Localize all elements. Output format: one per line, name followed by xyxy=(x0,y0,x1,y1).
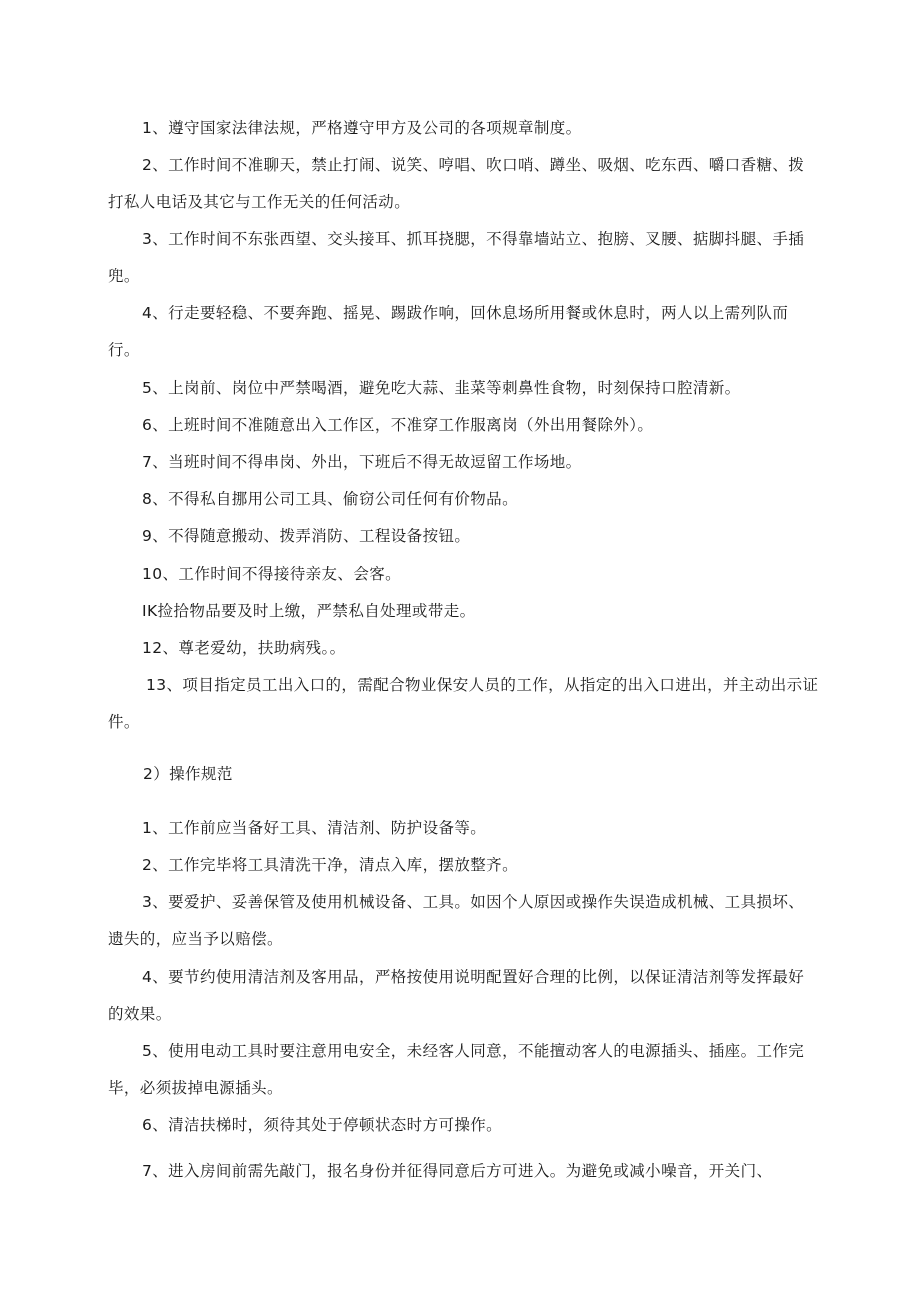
rule-item: 9、不得随意搬动、拨弄消防、工程设备按钮。 xyxy=(142,527,471,545)
section-heading: 2）操作规范 xyxy=(143,765,233,783)
rule-item: 3、工作时间不东张西望、交头接耳、抓耳挠腮，不得靠墙站立、抱膀、叉腰、掂脚抖腿、手插兜。 xyxy=(108,230,805,285)
rule-item: 10、工作时间不得接待亲友、会客。 xyxy=(142,565,402,583)
rule-item: 5、上岗前、岗位中严禁喝酒，避免吃大蒜、韭菜等刺鼻性食物，时刻保持口腔清新。 xyxy=(142,379,741,397)
operation-item: 3、要爱护、妥善保管及使用机械设备、工具。如因个人原因或操作失误造成机械、工具损坏、遗失的，应当予以赔偿。 xyxy=(108,893,805,948)
operation-item: 5、使用电动工具时要注意用电安全，未经客人同意，不能擅动客人的电源插头、插座。工作完毕，必须拔掉电源插头。 xyxy=(108,1042,805,1097)
operation-item: 6、清洁扶梯时，须待其处于停顿状态时方可操作。 xyxy=(142,1116,503,1134)
rule-item: IK捡拾物品要及时上缴，严禁私自处理或带走。 xyxy=(142,602,476,620)
rule-item: 4、行走要轻稳、不要奔跑、摇晃、踢跋作响，回休息场所用餐或休息时，两人以上需列队而行。 xyxy=(108,304,789,359)
rule-item: 6、上班时间不准随意出入工作区，不准穿工作服离岗（外出用餐除外）。 xyxy=(142,416,654,434)
rule-item: 13、项目指定员工出入口的，需配合物业保安人员的工作，从指定的出入口进出，并主动出示证件。 xyxy=(108,676,819,731)
rule-item: 12、尊老爱幼，扶助病残。。 xyxy=(142,639,346,657)
rule-item: 7、当班时间不得串岗、外出，下班后不得无故逗留工作场地。 xyxy=(142,453,582,471)
rule-item: 8、不得私自挪用公司工具、偷窃公司任何有价物品。 xyxy=(142,490,518,508)
operation-item: 2、工作完毕将工具清洗干净，清点入库，摆放整齐。 xyxy=(142,856,518,874)
rule-item: 2、工作时间不准聊天，禁止打闹、说笑、哼唱、吹口哨、蹲坐、吸烟、吃东西、嚼口香糖、拨打私人电话及其它与工作无关的任何活动。 xyxy=(108,156,805,211)
operation-item: 4、要节约使用清洁剂及客用品，严格按使用说明配置好合理的比例，以保证清洁剂等发挥最好的效果。 xyxy=(108,968,805,1023)
operation-item: 1、工作前应当备好工具、清洁剂、防护设备等。 xyxy=(142,819,487,837)
rule-item: 1、遵守国家法律法规，严格遵守甲方及公司的各项规章制度。 xyxy=(142,119,582,137)
operation-item: 7、进入房间前需先敲门，报名身份并征得同意后方可进入。为避免或减小噪音，开关门、 xyxy=(142,1162,773,1180)
